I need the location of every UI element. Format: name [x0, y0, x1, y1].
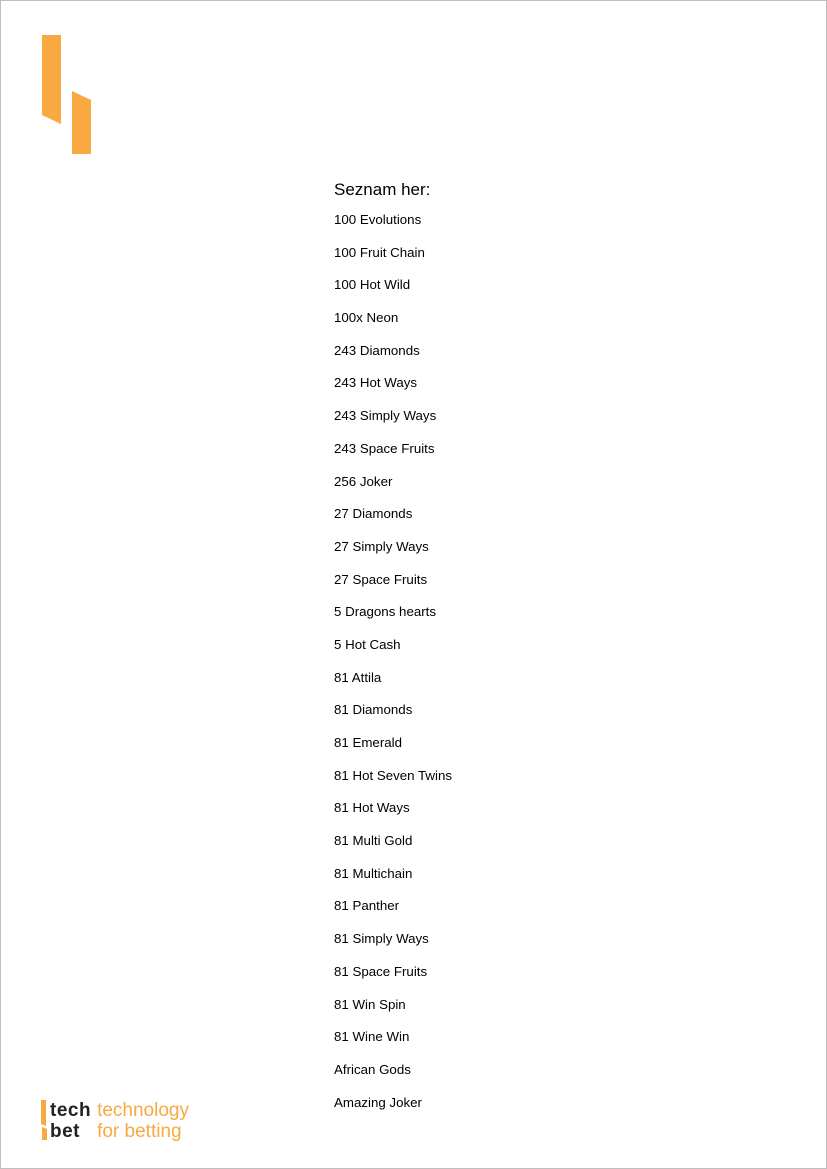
game-list-section [334, 179, 452, 1126]
game-list-item: 243 Space Fruits [334, 440, 435, 456]
game-list-item: 243 Hot Ways [334, 375, 418, 391]
game-list-item: 81 Win Spin [334, 996, 406, 1012]
game-list-item: 81 Multichain [334, 865, 413, 881]
game-list-item: African Gods [334, 1061, 411, 1077]
game-list-item: 5 Dragons hearts [334, 604, 436, 620]
game-list-item: 27 Space Fruits [334, 571, 428, 587]
game-list-item: 81 Emerald [334, 735, 402, 750]
brand-footer-logo [41, 1100, 189, 1142]
game-list-item: 81 Hot Seven Twins [334, 767, 453, 783]
game-list-item: 81 Panther [334, 898, 400, 914]
brand-word-tech: tech [50, 1100, 92, 1121]
game-list-item: 256 Joker [334, 473, 393, 489]
page-title: Seznam her: [334, 180, 431, 199]
game-list-item: Amazing Joker [334, 1094, 422, 1110]
game-list-item: 81 Hot Ways [334, 800, 410, 816]
game-list-item: 81 Wine Win [334, 1029, 410, 1045]
game-list [334, 211, 452, 1126]
brand-word-bet: bet [50, 1121, 80, 1142]
game-list-item: 100 Hot Wild [334, 277, 411, 293]
brand-logo-mark [41, 34, 93, 156]
brand-bar-icon [41, 1100, 47, 1140]
game-list-item: 81 Simply Ways [334, 931, 429, 947]
brand-tagline-2: for betting [97, 1121, 182, 1142]
game-list-item: 5 Hot Cash [334, 636, 401, 652]
brand-tagline-1: technology [97, 1100, 189, 1121]
game-list-item: 27 Simply Ways [334, 538, 429, 554]
game-list-item: 100 Fruit Chain [334, 244, 425, 260]
game-list-item: 81 Space Fruits [334, 963, 428, 979]
game-list-item: 100x Neon [334, 310, 399, 326]
game-list-item: 243 Simply Ways [334, 408, 437, 424]
game-list-item: 81 Multi Gold [334, 833, 413, 849]
game-list-item: 81 Attila [334, 669, 382, 685]
game-list-item: 27 Diamonds [334, 506, 413, 522]
game-list-item: 81 Diamonds [334, 702, 413, 718]
game-list-item: 243 Diamonds [334, 342, 420, 358]
game-list-item: 100 Evolutions [334, 212, 422, 227]
